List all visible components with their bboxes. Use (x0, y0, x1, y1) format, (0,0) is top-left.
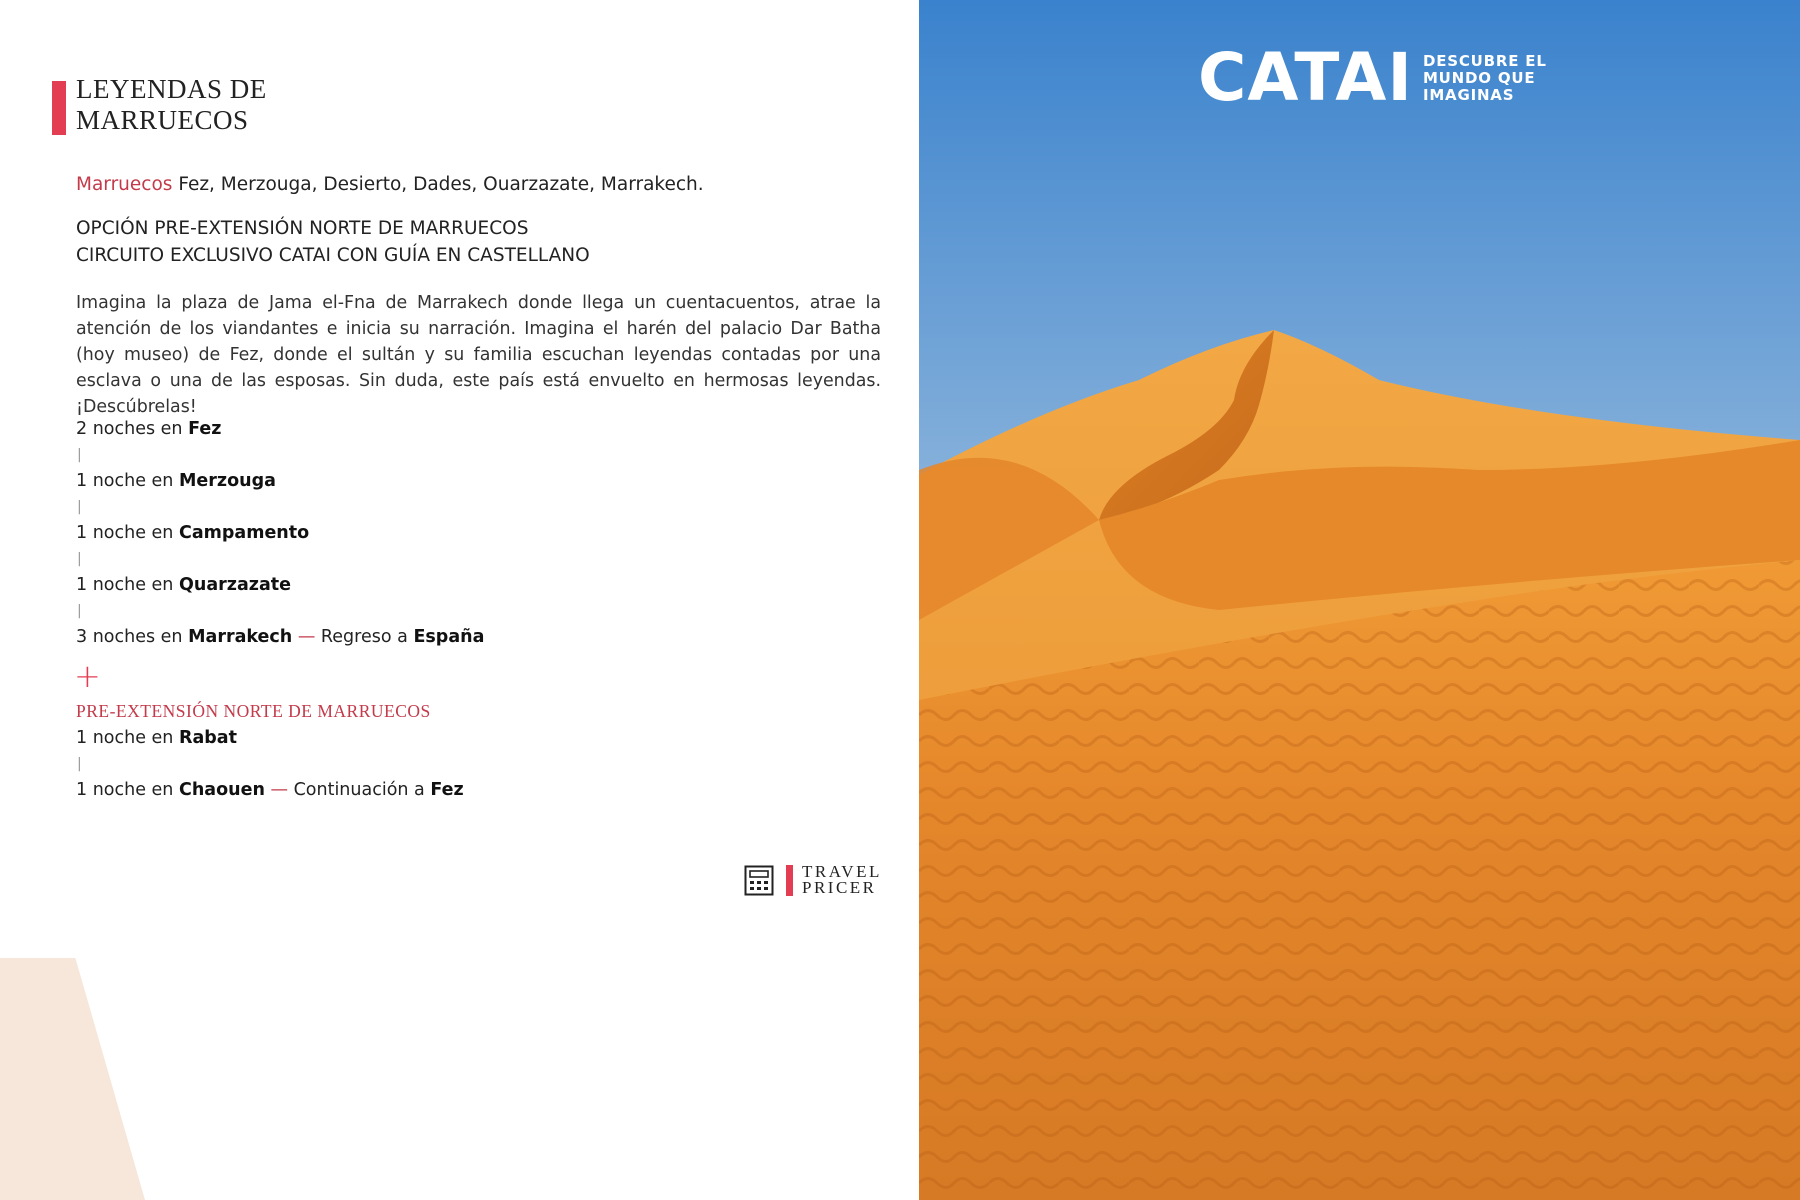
page-title (76, 74, 267, 136)
title-line-1: LEYENDAS DE (76, 74, 267, 104)
itinerary-dash: — (297, 627, 316, 647)
itinerary-place: Marrakech (188, 627, 293, 647)
title-line-2: MARRUECOS (76, 105, 249, 135)
extension-place: Chaouen (178, 780, 265, 800)
itinerary-item (76, 468, 484, 494)
itinerary-place: Fez (188, 419, 222, 439)
itinerary-nights: 1 noche en (76, 575, 174, 595)
itinerary-place: Campamento (178, 523, 310, 543)
itinerary-item (76, 416, 484, 442)
trip-description: Imagina la plaza de Jama el-Fna de Marrakech donde llega un cuentacuentos, atrae la atención de los viandantes e inicia su narración. Imagina el harén del palacio Dar Batha (hoy museo) de Fez, donde el sultán y su familia escuchan leyendas contadas por una esclava o una de las esposas. Sin duda, este país está envuelto en hermosas leyendas. ¡Descúbrelas! (76, 293, 881, 417)
extension-dash: — (270, 780, 288, 800)
travel-pricer-accent-bar (786, 865, 793, 896)
logo-tagline-line-2: MUNDO QUE (1422, 68, 1536, 87)
itinerary-item (76, 624, 484, 650)
title-accent-bar (52, 81, 66, 135)
desert-dunes-photo (919, 0, 1800, 1200)
logo-brand: CATAI (1198, 39, 1413, 116)
logo-tagline (1423, 53, 1547, 104)
travel-pricer-badge (744, 864, 882, 896)
decorative-corner-shape (0, 958, 145, 1200)
extension-nights: 1 noche en (76, 728, 174, 748)
calculator-icon (744, 865, 774, 896)
plus-icon: + (74, 657, 101, 695)
extension-nights: 1 noche en (76, 780, 174, 800)
extension-title: PRE-EXTENSIÓN NORTE DE MARRUECOS (76, 701, 431, 721)
travel-pricer-text (802, 864, 882, 896)
extension-item (76, 725, 464, 751)
subtitle-line-2: CIRCUITO EXCLUSIVO CATAI CON GUÍA EN CASTELLANO (76, 245, 590, 266)
extension-continue-text: Continuación a (293, 780, 425, 800)
logo-tagline-line-3: IMAGINAS (1422, 85, 1515, 104)
city-list: Fez, Merzouga, Desierto, Dades, Ouarzazate, Marrakech. (178, 174, 704, 195)
itinerary-item (76, 572, 484, 598)
country-name: Marruecos (76, 174, 173, 195)
itinerary-list (76, 416, 484, 650)
itinerary-nights: 1 noche en (76, 471, 174, 491)
itinerary-place: Quarzazate (178, 575, 291, 595)
desert-photo-svg (919, 0, 1800, 1200)
itinerary-return-place: España (413, 627, 485, 647)
itinerary-place: Merzouga (178, 471, 276, 491)
catai-logo (1198, 39, 1547, 116)
travel-pricer-line-1: TRAVEL (802, 862, 882, 881)
itinerary-nights: 3 noches en (76, 627, 183, 647)
itinerary-separator: | (77, 499, 82, 515)
itinerary-return-text: Regreso a (320, 627, 408, 647)
itinerary-item (76, 520, 484, 546)
itinerary-separator: | (77, 551, 82, 567)
extension-list (76, 725, 464, 803)
itinerary-nights: 1 noche en (76, 523, 174, 543)
travel-pricer-line-2: PRICER (802, 878, 877, 897)
itinerary-nights: 2 noches en (76, 419, 183, 439)
trip-subtitle (76, 215, 590, 269)
extension-separator: | (77, 756, 82, 772)
itinerary-separator: | (77, 603, 82, 619)
extension-continue-place: Fez (430, 780, 464, 800)
subtitle-line-1: OPCIÓN PRE-EXTENSIÓN NORTE DE MARRUECOS (76, 218, 529, 239)
logo-tagline-line-1: DESCUBRE EL (1422, 51, 1547, 70)
destinations-line (76, 174, 704, 195)
extension-item (76, 777, 464, 803)
extension-place: Rabat (178, 728, 237, 748)
itinerary-separator: | (77, 447, 82, 463)
